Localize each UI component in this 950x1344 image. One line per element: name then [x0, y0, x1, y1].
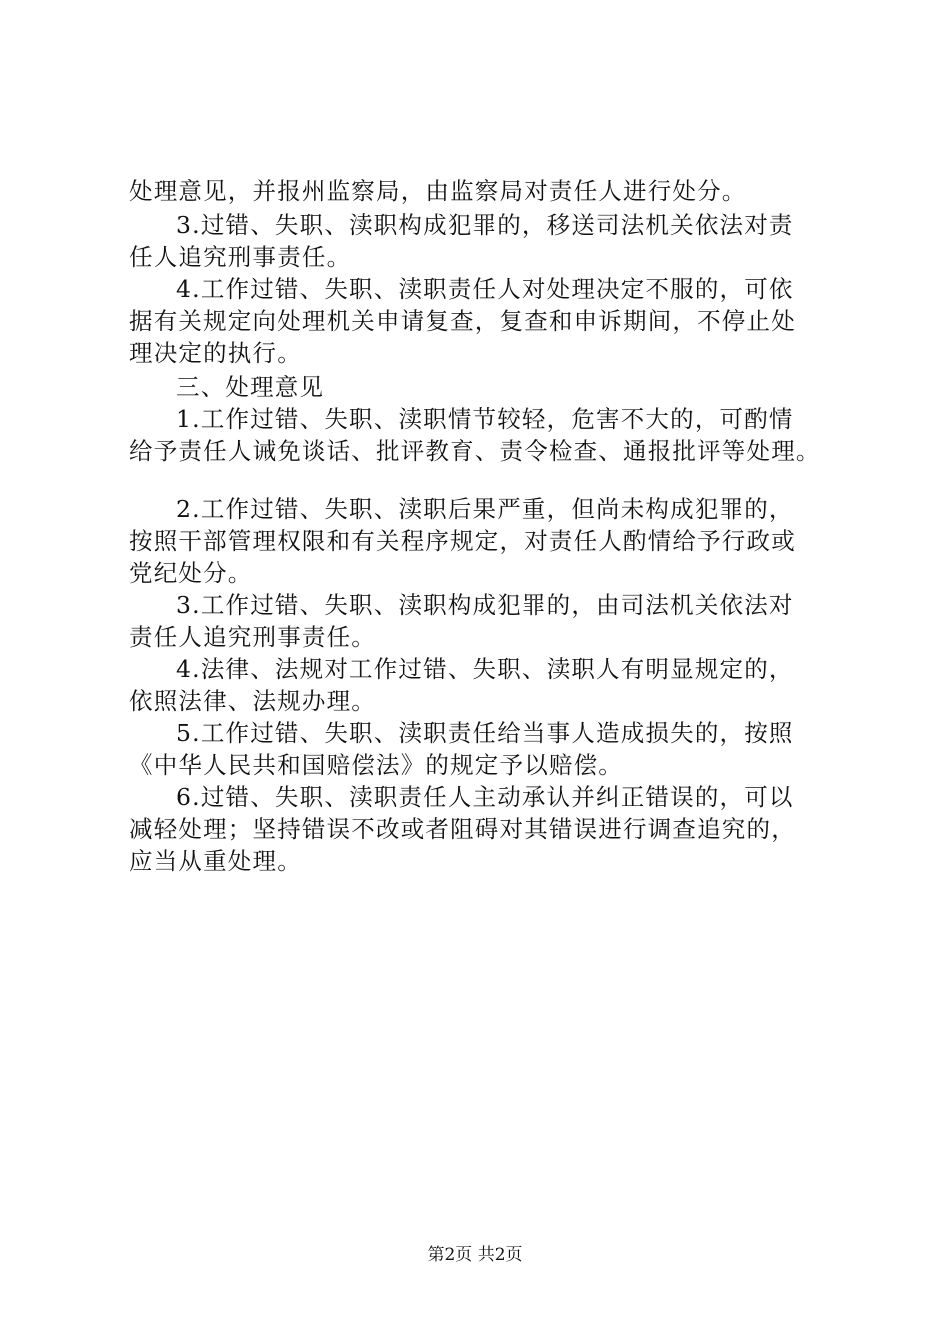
paragraph-line: 理决定的执行。 [129, 339, 302, 367]
paragraph-line: 4.工作过错、失职、渎职责任人对处理决定不服的，可依 [176, 275, 794, 303]
paragraph-line: 责任人追究刑事责任。 [129, 623, 376, 651]
paragraph-line: 6.过错、失职、渎职责任人主动承认并纠正错误的，可以 [176, 783, 794, 811]
paragraph-line: 4.法律、法规对工作过错、失职、渎职人有明显规定的， [176, 655, 794, 683]
paragraph-line: 处理意见，并报州监察局，由监察局对责任人进行处分。 [129, 177, 747, 205]
paragraph-line: 应当从重处理。 [129, 847, 302, 875]
paragraph-line: 给予责任人诫免谈话、批评教育、责令检查、通报批评等处理。 [129, 437, 821, 465]
paragraph-line: 据有关规定向处理机关申请复查，复查和申诉期间，不停止处 [129, 307, 796, 335]
paragraph-line: 3.工作过错、失职、渎职构成犯罪的，由司法机关依法对 [176, 591, 794, 619]
paragraph-line: 5.工作过错、失职、渎职责任给当事人造成损失的，按照 [176, 719, 794, 747]
section-heading: 三、处理意见 [176, 373, 325, 401]
paragraph-line: 任人追究刑事责任。 [129, 243, 352, 271]
paragraph-line: 1.工作过错、失职、渎职情节较轻，危害不大的，可酌情 [176, 405, 794, 433]
paragraph-line: 党纪处分。 [129, 559, 253, 587]
paragraph-line: 《中华人民共和国赔偿法》的规定予以赔偿。 [129, 751, 623, 779]
paragraph-line: 2.工作过错、失职、渎职后果严重，但尚未构成犯罪的， [176, 495, 794, 523]
paragraph-line: 减轻处理；坚持错误不改或者阻碍对其错误进行调查追究的， [129, 815, 796, 843]
paragraph-line: 依照法律、法规办理。 [129, 687, 376, 715]
paragraph-line: 3.过错、失职、渎职构成犯罪的，移送司法机关依法对责 [176, 211, 794, 239]
page-number-footer: 第2页 共2页 [427, 1245, 523, 1265]
paragraph-line: 按照干部管理权限和有关程序规定，对责任人酌情给予行政或 [129, 527, 796, 555]
